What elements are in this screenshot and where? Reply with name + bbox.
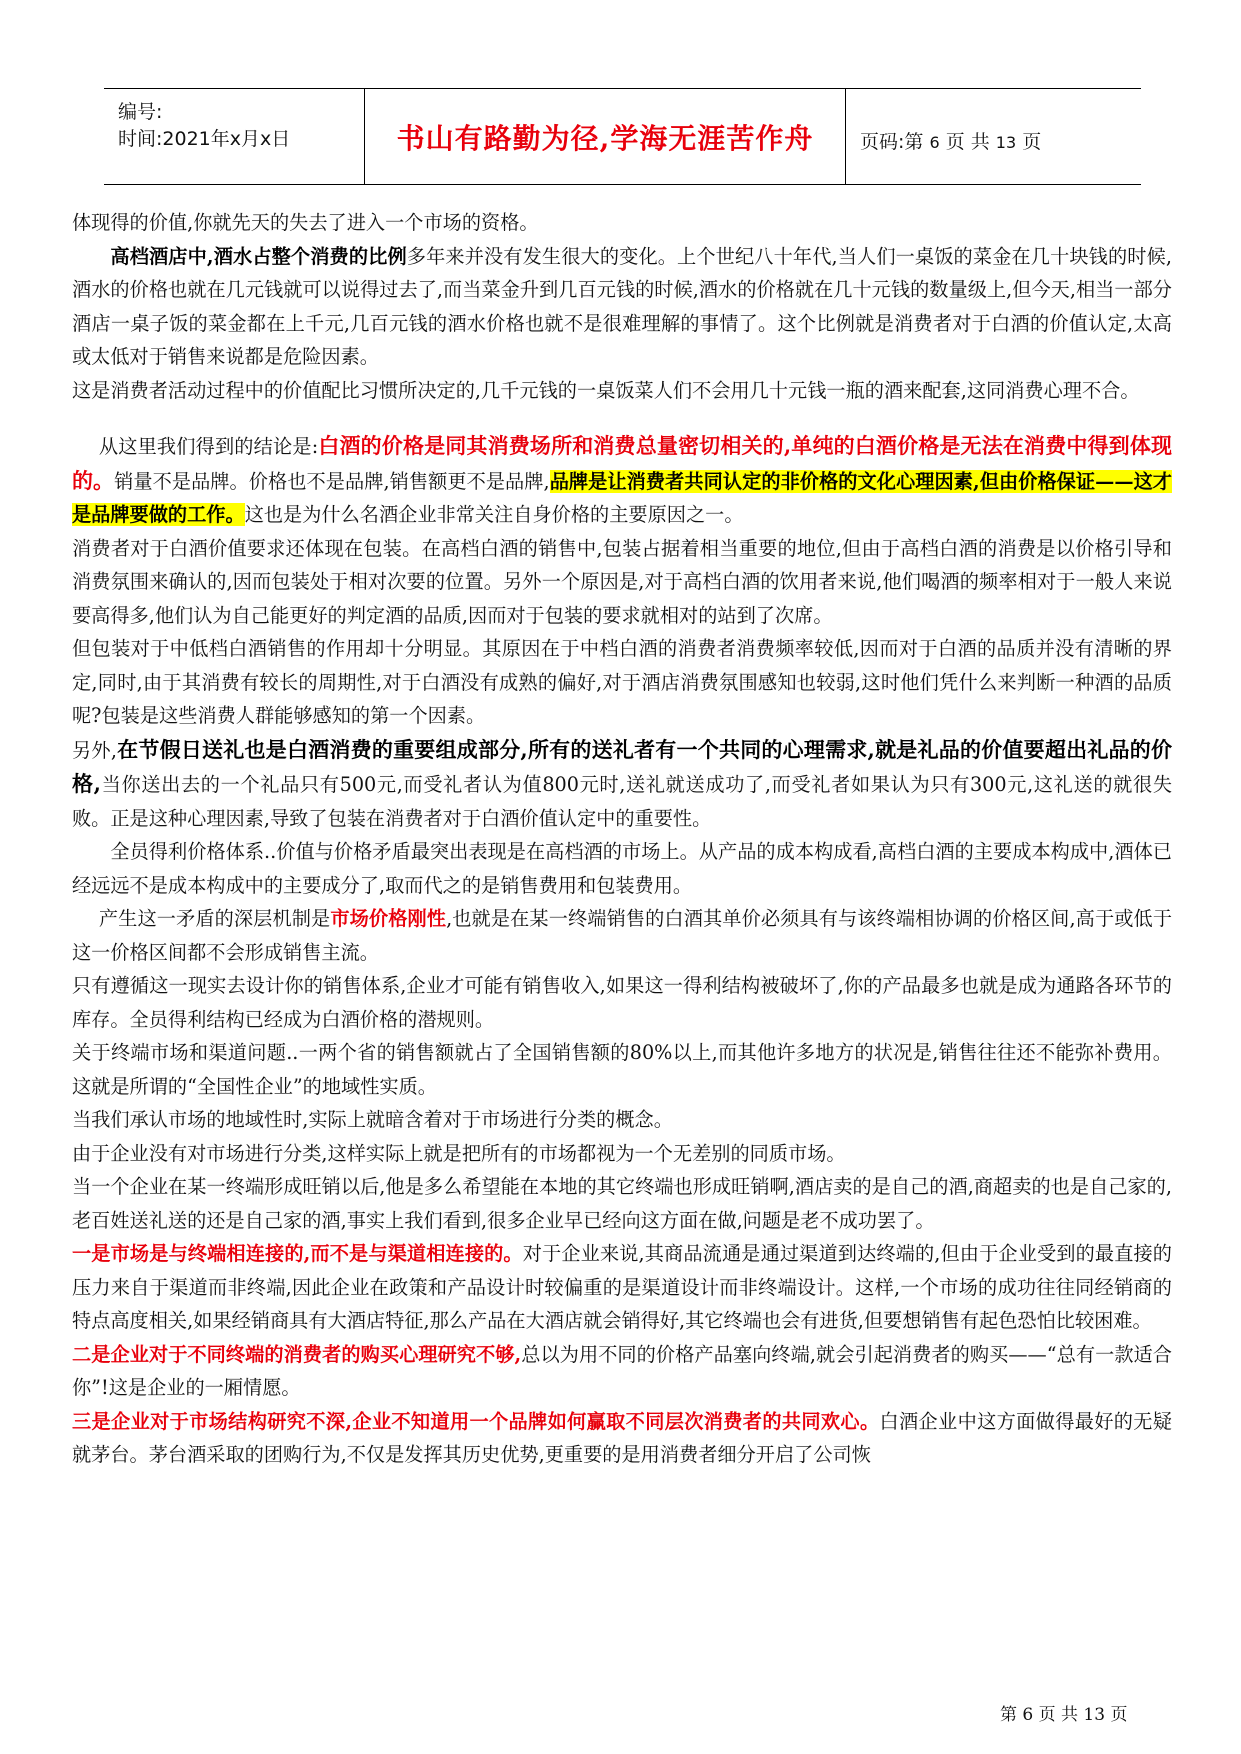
text-run: 总以为用不同的价格产品塞向终端,就会引起消费者的购买——“总有一款适合你”!这是企业的一厢情愿。 xyxy=(72,1342,1172,1399)
text-run: 关于终端市场和渠道问题..一两个省的销售额就占了全国销售额的80%以上,而其他许多地方的状况是,销售往往还不能弥补费用。这就是所谓的“全国性企业”的地域性实质。 xyxy=(72,1041,1172,1098)
header-motto-cell xyxy=(365,89,846,184)
paragraph xyxy=(72,835,1172,902)
text-run: 销量不是品牌。价格也不是品牌,销售额更不是品牌, xyxy=(114,469,550,493)
text-run: 白酒企业中这方面做得最好的无疑就茅台。茅台酒采取的团购行为,不仅是发挥其历史优势,更重要的是用消费者细分开启了公司恢 xyxy=(72,1409,1172,1466)
doc-time-label: 时间:2021年x月x日 xyxy=(118,128,291,150)
text-run: 这也是为什么名酒企业非常关注自身价格的主要原因之一。 xyxy=(244,503,744,526)
page-indicator xyxy=(860,127,1041,154)
text-run: 体现得的价值,你就先天的失去了进入一个市场的资格。 xyxy=(72,211,539,234)
paragraph xyxy=(72,902,1172,969)
paragraph xyxy=(72,733,1172,836)
text-run: 产生这一矛盾的深层机制是 xyxy=(98,907,331,930)
text-run: 消费者对于白酒价值要求还体现在包装。在高档白酒的销售中,包装占据着相当重要的地位,但由于高档白酒的消费是以价格引导和消费氛围来确认的,因而包装处于相对次要的位置。另外一个原因是,对于高档白酒的饮用者来说,他们喝酒的频率相对于一般人来说要高得多,他们认为自己能更好的判定酒的品质,因而对于包装的要求就相对的站到了次席。 xyxy=(72,536,1172,627)
paragraph xyxy=(72,429,1172,532)
header-info-cell xyxy=(104,89,365,184)
header-motto: 书山有路勤为径,学海无涯苦作舟 xyxy=(396,122,814,155)
paragraph xyxy=(72,374,1172,408)
text-run: 但包装对于中低档白酒销售的作用却十分明显。其原因在于中档白酒的消费者消费频率较低,因而对于白酒的品质并没有清晰的界定,同时,由于其消费有较长的周期性,对于白酒没有成熟的偏好,对于酒店消费氛围感知也较弱,这时他们凭什么来判断一种酒的品质呢?包装是这些消费人群能够感知的第一个因素。 xyxy=(72,637,1172,727)
emphasis-text: 一是市场是与终端相连接的,而不是与渠道相连接的。 xyxy=(72,1242,523,1265)
emphasis-text: 二是企业对于不同终端的消费者的购买心理研究不够, xyxy=(72,1342,522,1366)
text-run: 全员得利价格体系..价值与价格矛盾最突出表现是在高档酒的市场上。从产品的成本构成看,高档白酒的主要成本构成中,酒体已经远远不是成本构成中的主要成分了,取而代之的是销售费用和包装费用。 xyxy=(72,840,1172,897)
paragraph xyxy=(72,1036,1172,1103)
text-run: 从这里我们得到的结论是: xyxy=(98,435,319,458)
emphasis-text: 三是企业对于市场结构研究不深,企业不知道用一个品牌如何赢取不同层次消费者的共同欢心。 xyxy=(72,1409,880,1433)
page-mid: 页 共 xyxy=(945,131,990,153)
emphasis-text: 市场价格刚性 xyxy=(330,907,447,930)
emphasis-text: 品牌是让消费者共同认定的非价格的文化心理因素,但由价格保证——这才是品牌要做的工作。 xyxy=(72,469,1172,526)
text-run: 另外, xyxy=(72,738,117,762)
paragraph xyxy=(72,532,1172,633)
paragraph xyxy=(72,969,1172,1036)
page-total: 13 xyxy=(995,133,1017,152)
page-footer: 第 6 页 共 13 页 xyxy=(1000,1705,1128,1725)
text-run: 当一个企业在某一终端形成旺销以后,他是多么希望能在本地的其它终端也形成旺销啊,酒店卖的是自己的酒,商超卖的也是自己家的,老百姓送礼送的还是自己家的酒,事实上我们看到,很多企业早已经向这方面在做,问题是老不成功罢了。 xyxy=(72,1175,1172,1232)
text-run: ,也就是在某一终端销售的白酒其单价必须具有与该终端相协调的价格区间,高于或低于这一价格区间都不会形成销售主流。 xyxy=(72,907,1173,964)
text-run: 多年来并没有发生很大的变化。上个世纪八十年代,当人们一桌饭的菜金在几十块钱的时候,酒水的价格也就在几元钱就可以说得过去了,而当菜金升到几百元钱的时候,酒水的价格就在几十元钱的数量级上,但今天,相当一部分酒店一桌子饭的菜金都在上千元,几百元钱的酒水价格也就不是很难理解的事情了。这个比例就是消费者对于白酒的价值认定,太高或太低对于销售来说都是危险因素。 xyxy=(72,244,1173,368)
text-run: 只有遵循这一现实去设计你的销售体系,企业才可能有销售收入,如果这一得利结构被破坏了,你的产品最多也就是成为通路各环节的库存。全员得利结构已经成为白酒价格的潜规则。 xyxy=(72,974,1172,1031)
paragraph-spacer xyxy=(72,407,1172,429)
doc-number-label: 编号: xyxy=(118,101,163,123)
emphasis-text: 高档酒店中,酒水占整个消费的比例 xyxy=(110,244,407,268)
paragraph xyxy=(72,240,1172,374)
paragraph xyxy=(72,1103,1172,1137)
paragraph xyxy=(72,206,1172,240)
text-run: 这是消费者活动过程中的价值配比习惯所决定的,几千元钱的一桌饭菜人们不会用几十元钱一瓶的酒来配套,这同消费心理不合。 xyxy=(72,378,1140,402)
text-run: 对于企业来说,其商品流通是通过渠道到达终端的,但由于企业受到的最直接的压力来自于渠道而非终端,因此企业在政策和产品设计时较偏重的是渠道设计而非终端设计。这样,一个市场的成功往往同经销商的特点高度相关,如果经销商具有大酒店特征,那么产品在大酒店就会销得好,其它终端也会有进货,但要想销售有起色恐怕比较困难。 xyxy=(72,1242,1172,1332)
page-prefix: 页码:第 xyxy=(860,131,924,153)
page-suffix: 页 xyxy=(1022,131,1042,153)
paragraph xyxy=(72,1170,1172,1237)
text-run: 当你送出去的一个礼品只有500元,而受礼者认为值800元时,送礼就送成功了,而受礼者如果认为只有300元,这礼送的就很失败。正是这种心理因素,导致了包装在消费者对于白酒价值认定中的重要性。 xyxy=(72,773,1173,830)
paragraph xyxy=(72,1338,1172,1405)
paragraph xyxy=(72,1405,1172,1472)
page-number: 6 xyxy=(929,133,940,152)
emphasis-text: 白酒的价格是同其消费场所和消费总量密切相关的,单纯的白酒价格是无法在消费中得到体现的。 xyxy=(72,433,1172,493)
paragraph xyxy=(72,1137,1172,1171)
emphasis-text: 在节假日送礼也是白酒消费的重要组成部分,所有的送礼者有一个共同的心理需求,就是礼品的价值要超出礼品的价格, xyxy=(72,736,1172,796)
document-body xyxy=(72,206,1172,1472)
text-run: 由于企业没有对市场进行分类,这样实际上就是把所有的市场都视为一个无差别的同质市场。 xyxy=(72,1141,846,1165)
paragraph xyxy=(72,632,1172,733)
header-page-cell xyxy=(846,89,1141,184)
page-header xyxy=(104,88,1141,185)
text-run: 当我们承认市场的地域性时,实际上就暗含着对于市场进行分类的概念。 xyxy=(72,1108,673,1131)
paragraph xyxy=(72,1237,1172,1338)
